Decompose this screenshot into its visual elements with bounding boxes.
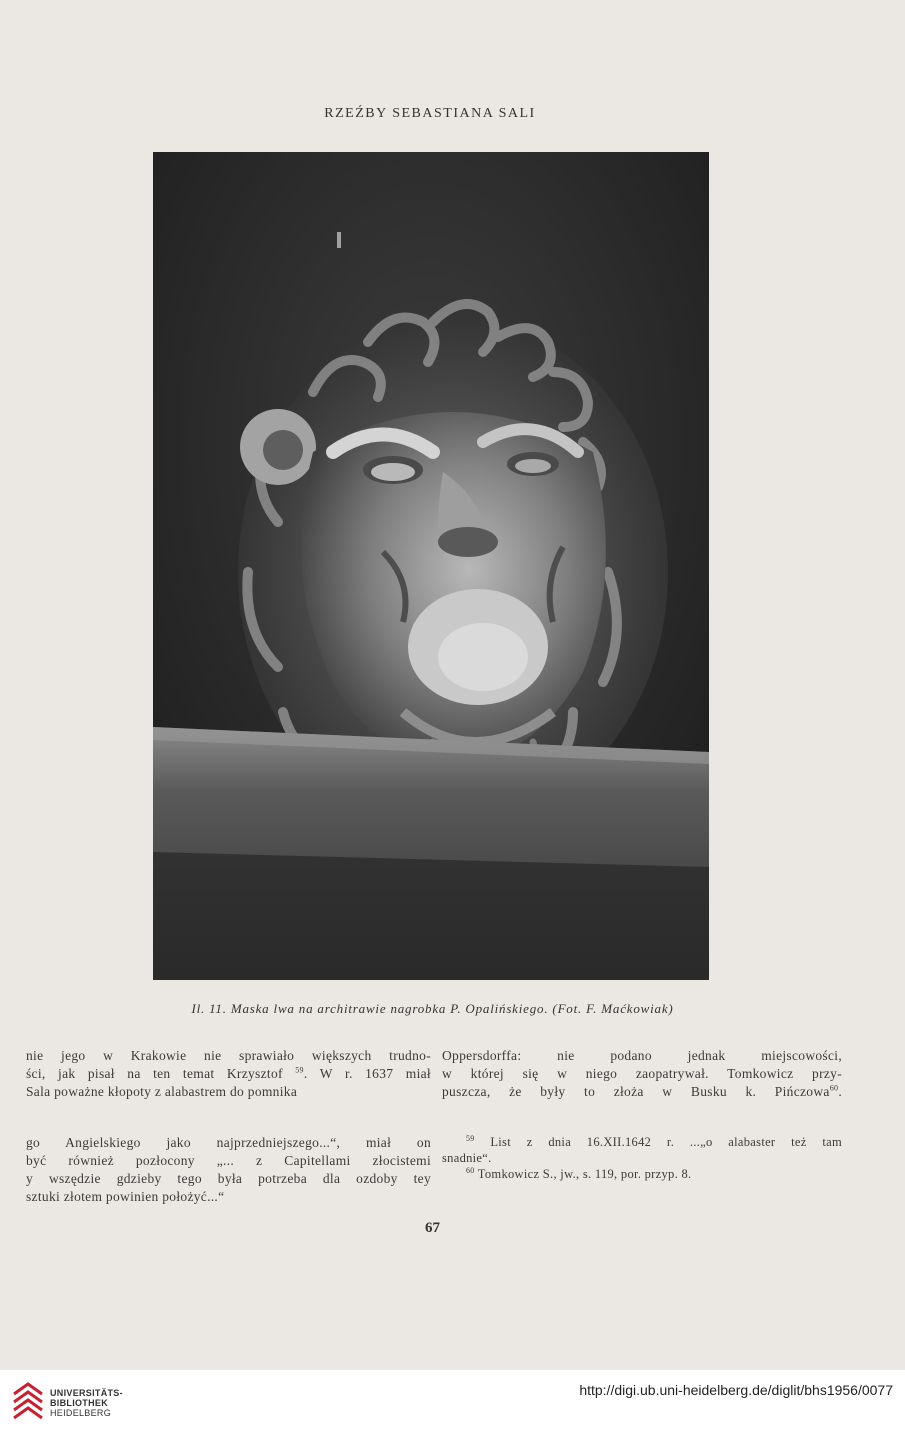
text-line: puszcza, że były to złoża w Busku k. Pińczowa$^{60}$. — [442, 1083, 842, 1099]
text-line: Sala poważne kłopoty z alabastrem do pomnika — [26, 1084, 298, 1099]
footnote-60: $^{60}$ Tomkowicz S., jw., s. 119, por. przyp. 8. — [466, 1165, 692, 1181]
permalink-url[interactable]: http://digi.ub.uni-heidelberg.de/diglit/bhs1956/0077 — [579, 1382, 893, 1398]
text-line: ści, jak pisał na ten temat Krzysztof $^{59}$. W r. 1637 miał — [26, 1065, 431, 1081]
library-logo-icon[interactable] — [10, 1380, 46, 1422]
lion-mask-photo — [153, 152, 709, 980]
footnote-ref-60[interactable]: 60 — [829, 1083, 839, 1093]
right-column-paragraph-1 — [442, 1047, 842, 1101]
text-line: go Angielskiego jako najprzedniejszego...“, miał on — [26, 1135, 431, 1150]
footnote-59: $^{59}$ List z dnia 16.XII.1642 r. ...„o alabaster też tam — [466, 1133, 842, 1149]
text-line: nie jego w Krakowie nie sprawiało większych trudno- — [26, 1048, 431, 1063]
footnote-59-cont: snadnie“. — [442, 1151, 492, 1165]
left-column-paragraph-2 — [26, 1134, 431, 1206]
figure-caption: Il. 11. Maska lwa na architrawie nagrobka P. Opalińskiego. (Fot. F. Maćkowiak) — [191, 1001, 674, 1016]
footnotes — [442, 1134, 842, 1182]
footnote-ref-59[interactable]: 59 — [295, 1065, 304, 1075]
library-name: UNIVERSITÄTS- BIBLIOTHEK HEIDELBERG — [50, 1388, 123, 1418]
text-line: być również pozłocony „... z Capitellami złocistemi — [26, 1153, 431, 1168]
running-head: RZEŹBY SEBASTIANA SALI — [324, 106, 536, 121]
left-column-paragraph-1 — [26, 1047, 431, 1101]
text-line: Oppersdorffa: nie podano jednak miejscowości, — [442, 1048, 842, 1063]
page-number: 67 — [425, 1220, 440, 1236]
digitization-footer — [0, 1370, 905, 1436]
lion-mask-illustration — [153, 152, 709, 980]
text-line: sztuki złotem powinien położyć...“ — [26, 1189, 225, 1204]
text-line: w której się w niego zaopatrywał. Tomkowicz przy- — [442, 1066, 842, 1081]
text-line: y wszędzie gdzieby tego była potrzeba dla ozdoby tey — [26, 1171, 431, 1186]
